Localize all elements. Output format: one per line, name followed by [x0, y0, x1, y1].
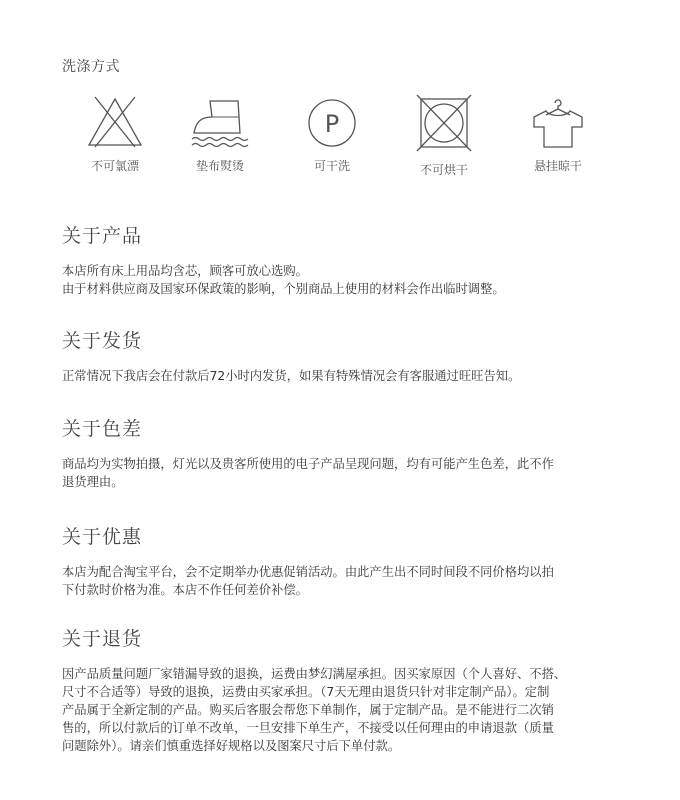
section-line: 因产品质量问题厂家错漏导致的退换，运费由梦幻满屋承担。因买家原因（个人喜好、不搭、	[62, 667, 567, 681]
iron-with-cloth-icon	[188, 95, 252, 149]
no-tumble-dry-icon	[413, 95, 475, 153]
care-icons-row	[0, 0, 680, 200]
section-line: 尺寸不合适等）导致的退换，运费由买家承担。（7天无理由退货只针对非定制产品）。定制	[62, 685, 550, 699]
section-about-shipping	[62, 326, 622, 385]
section-line: 产品属于全新定制的产品。购买后客服会帮您下单制作，属于定制产品。是不能进行二次销	[62, 703, 554, 717]
section-title: 关于产品	[62, 225, 143, 247]
section-body	[62, 262, 622, 298]
section-line: 本店所有床上用品均含芯，顾客可放心选购。	[62, 264, 308, 278]
section-line: 本店为配合淘宝平台，会不定期举办优惠促销活动。由此产生出不同时间段不同价格均以拍	[62, 565, 554, 579]
section-line: 售的，所以付款后的订单不改单，一旦安排下单生产，不接受以任何理由的申请退款（质量	[62, 721, 554, 735]
care-item-dry-clean	[282, 95, 382, 174]
care-label-dry-clean: 可干洗	[313, 159, 350, 173]
section-line: 商品均为实物拍摄，灯光以及贵客所使用的电子产品呈现问题，均有可能产生色差，此不作	[62, 457, 554, 471]
wash-method-title: 洗涤方式	[62, 59, 120, 75]
section-title: 关于优惠	[62, 526, 143, 548]
care-item-no-bleach	[65, 95, 165, 174]
care-label-iron-with-cloth: 垫布熨烫	[195, 159, 244, 173]
section-body	[62, 455, 622, 491]
care-label-no-tumble-dry: 不可烘干	[419, 163, 468, 177]
section-about-color-difference	[62, 414, 622, 491]
dry-clean-symbol: P	[324, 110, 340, 138]
section-line: 退货理由。	[62, 475, 124, 489]
care-item-iron-with-cloth	[170, 95, 270, 174]
care-item-hang-dry	[508, 95, 608, 174]
section-about-returns	[62, 624, 622, 755]
section-line: 由于材料供应商及国家环保政策的影响，个别商品上使用的材料会作出临时调整。	[62, 282, 505, 296]
section-line: 问题除外）。请亲们慎重选择好规格以及图案尺寸后下单付款。	[62, 739, 401, 753]
care-label-no-bleach: 不可氯漂	[90, 159, 139, 173]
care-item-no-tumble-dry	[394, 95, 494, 178]
section-title: 关于发货	[62, 330, 143, 352]
section-line: 下付款时价格为准。本店不作任何差价补偿。	[62, 583, 308, 597]
hang-dry-icon	[528, 95, 588, 149]
section-body	[62, 665, 622, 755]
care-label-hang-dry: 悬挂晾干	[533, 159, 582, 173]
dry-clean-p-icon	[305, 95, 359, 149]
section-title: 关于色差	[62, 418, 143, 440]
section-title: 关于退货	[62, 628, 143, 650]
no-bleach-icon	[85, 95, 145, 149]
section-about-product	[62, 221, 622, 298]
section-body	[62, 367, 622, 385]
section-about-discounts	[62, 522, 622, 599]
section-line: 正常情况下我店会在付款后72小时内发货，如果有特殊情况会有客服通过旺旺告知。	[62, 369, 521, 383]
section-body	[62, 563, 622, 599]
